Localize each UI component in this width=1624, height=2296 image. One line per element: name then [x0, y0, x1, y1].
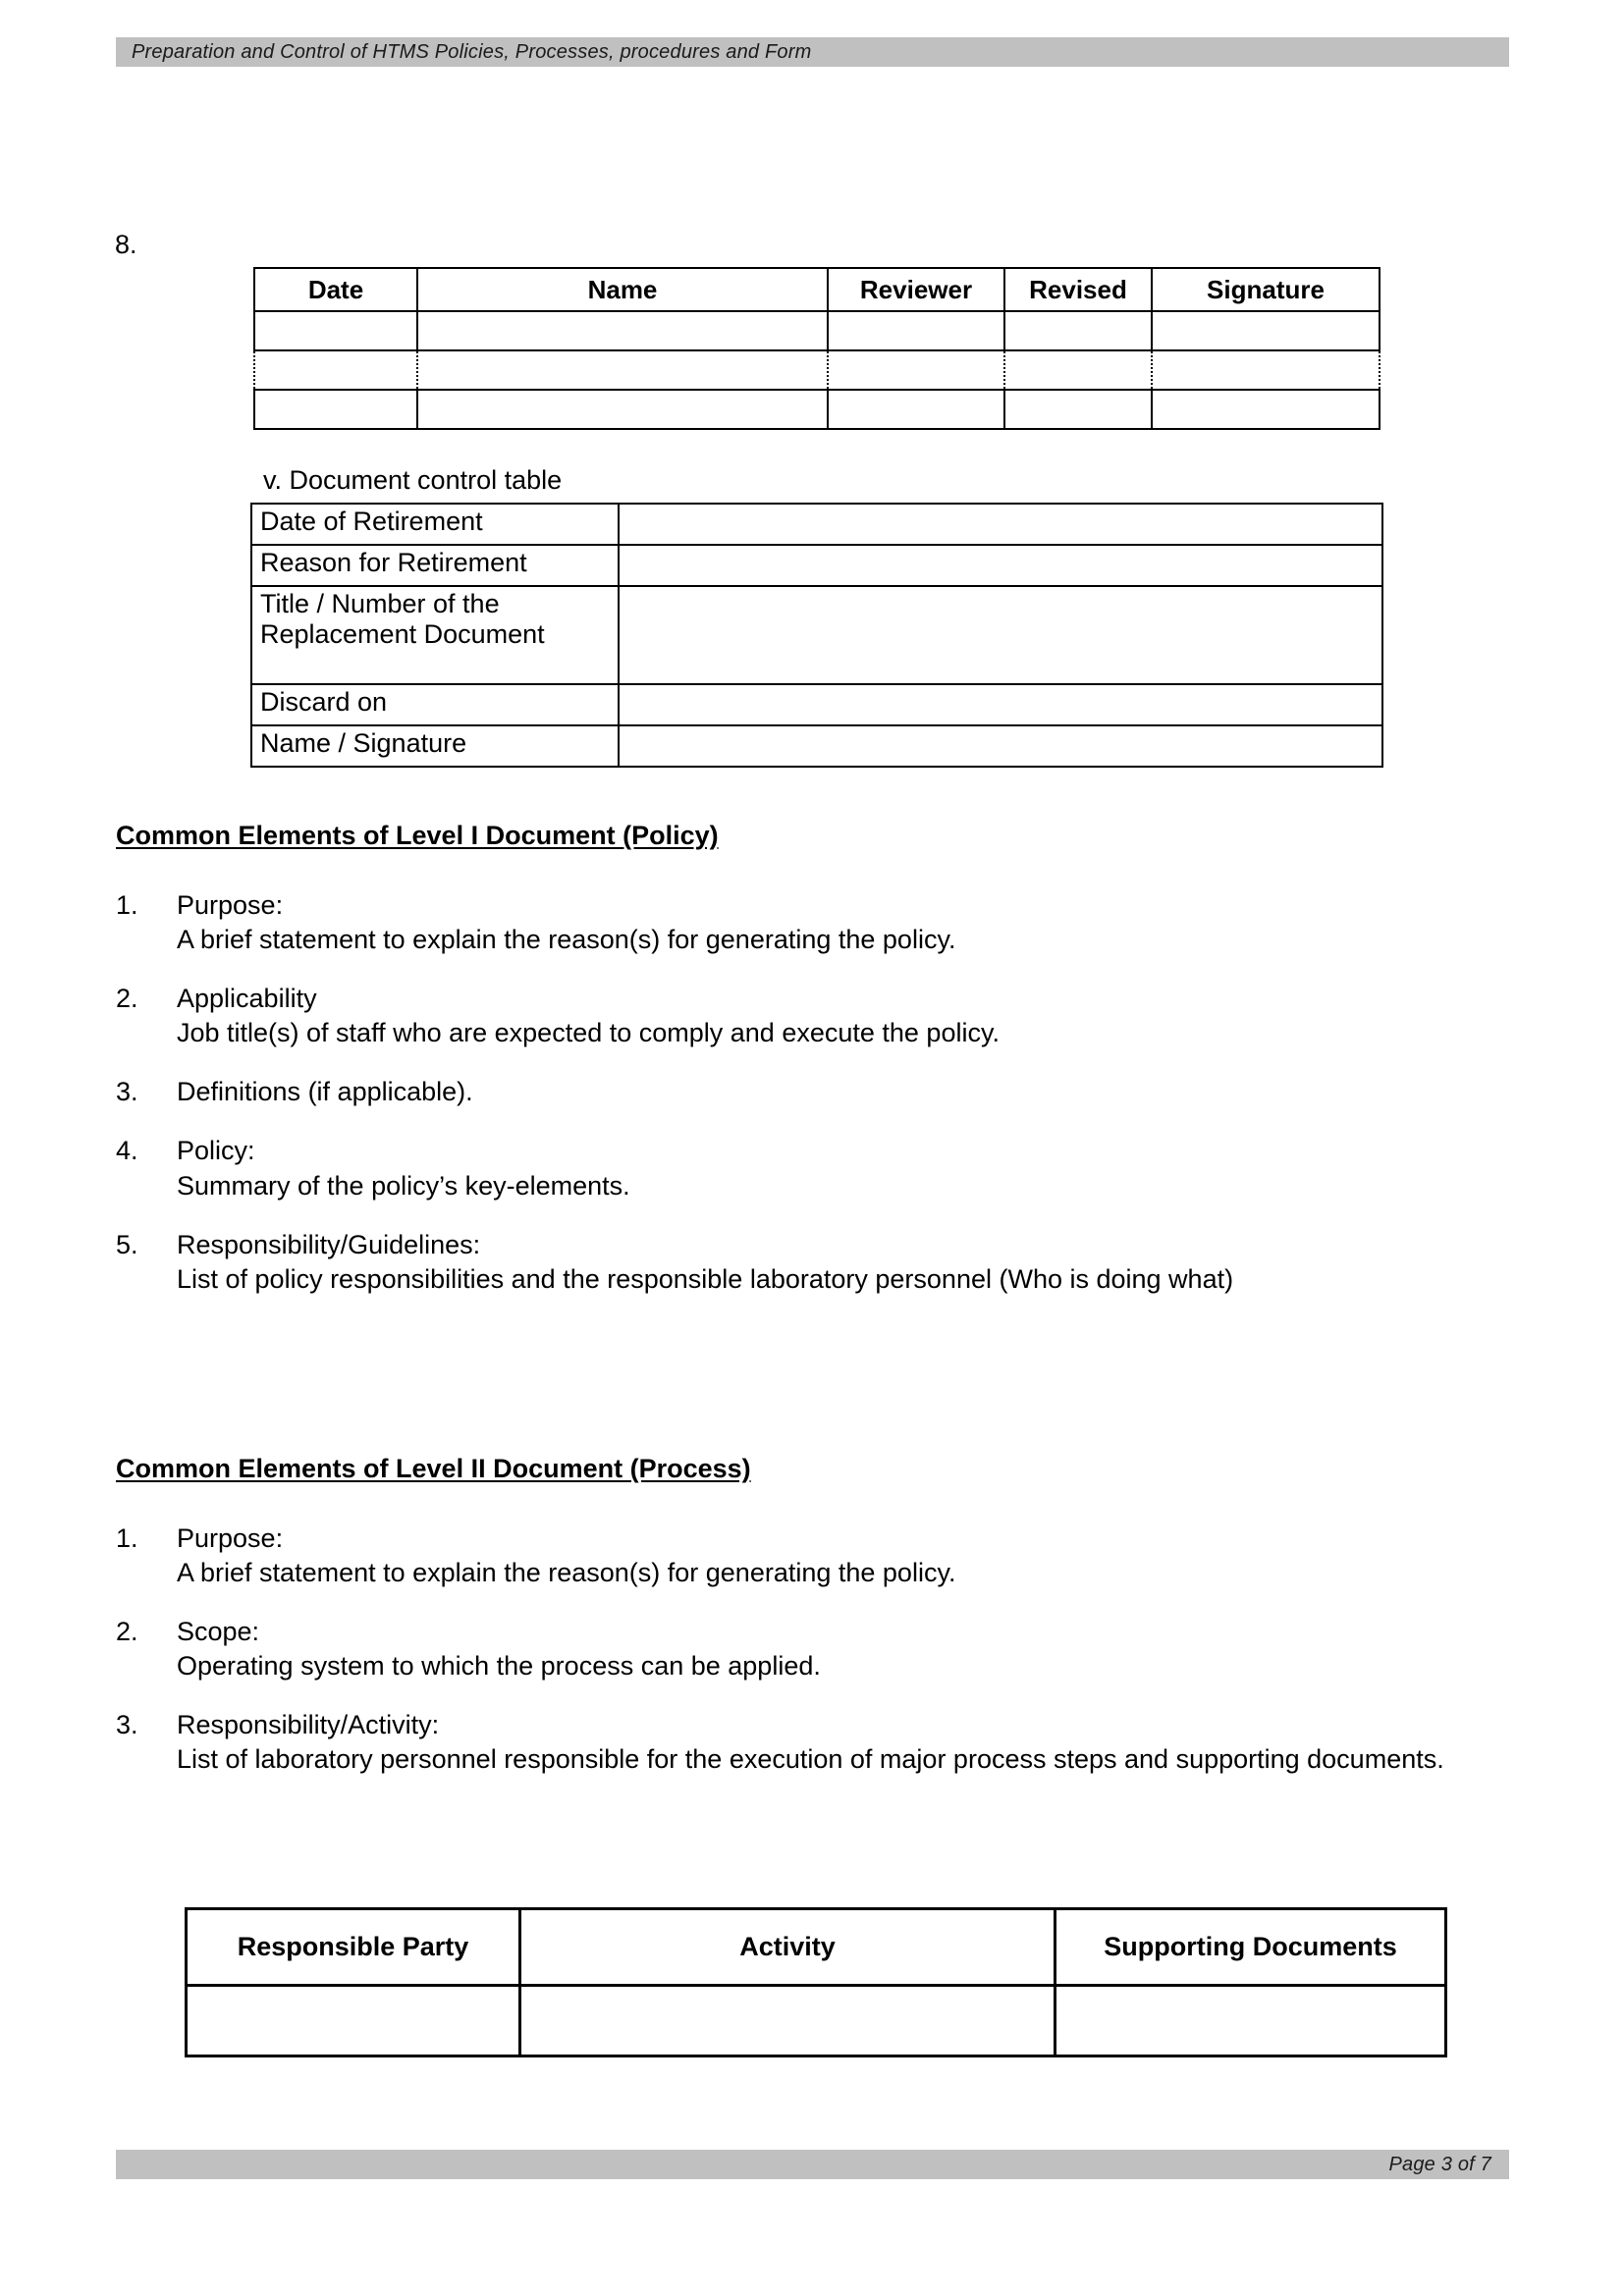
- list-item: [116, 1134, 1510, 1202]
- list-item-title: Definitions (if applicable).: [177, 1077, 473, 1107]
- table-header-row: [187, 1909, 1446, 1986]
- list-item-description: List of policy responsibilities and the responsible laboratory personnel (Who is doing what): [177, 1263, 1234, 1294]
- list-item: [116, 1708, 1510, 1777]
- table-row: [254, 350, 1380, 390]
- cell-date[interactable]: [254, 350, 417, 390]
- cell-reviewer[interactable]: [828, 350, 1004, 390]
- list-item-title: Responsibility/Guidelines:: [177, 1229, 481, 1259]
- list-item: [116, 1228, 1510, 1297]
- cell-responsible-party[interactable]: [187, 1986, 520, 2056]
- level-2-list: [116, 1522, 1510, 1802]
- list-item-description: Job title(s) of staff who are expected to comply and execute the policy.: [177, 1018, 1000, 1048]
- cell-date[interactable]: [254, 390, 417, 429]
- page-header-band: [116, 37, 1509, 67]
- row-label-replacement-document: Title / Number of the Replacement Document: [251, 586, 619, 684]
- column-header-name: Name: [417, 268, 828, 311]
- row-value-discard-on[interactable]: [619, 684, 1382, 725]
- section-heading-level-1: Common Elements of Level I Document (Policy): [116, 821, 719, 850]
- list-item-title: Purpose:: [177, 890, 284, 920]
- list-item-title: Purpose:: [177, 1523, 284, 1553]
- row-value-name-signature[interactable]: [619, 725, 1382, 767]
- list-item: [116, 1075, 1510, 1109]
- page-number-label: Page 3 of 7: [1388, 2153, 1491, 2175]
- cell-reviewer[interactable]: [828, 311, 1004, 350]
- row-label-discard-on: Discard on: [251, 684, 619, 725]
- list-item-description: Summary of the policy’s key-elements.: [177, 1170, 630, 1201]
- list-item: [116, 1522, 1510, 1590]
- row-label-reason-for-retirement: Reason for Retirement: [251, 545, 619, 586]
- page-footer-band: [116, 2150, 1509, 2179]
- cell-supporting-documents[interactable]: [1056, 1986, 1446, 2056]
- table-row: [187, 1986, 1446, 2056]
- list-item-marker: 3.: [116, 1710, 138, 1740]
- document-control-table: [250, 503, 1383, 768]
- cell-signature[interactable]: [1152, 311, 1380, 350]
- cell-signature[interactable]: [1152, 350, 1380, 390]
- list-item: [116, 1615, 1510, 1683]
- section-heading-level-2: Common Elements of Level II Document (Process): [116, 1454, 751, 1483]
- cell-name[interactable]: [417, 350, 828, 390]
- table-row: [254, 390, 1380, 429]
- cell-signature[interactable]: [1152, 390, 1380, 429]
- cell-revised[interactable]: [1004, 350, 1152, 390]
- table-header-row: [254, 268, 1380, 311]
- column-header-signature: Signature: [1152, 268, 1380, 311]
- list-item-description: A brief statement to explain the reason(s) for generating the policy.: [177, 925, 956, 955]
- column-header-revised: Revised: [1004, 268, 1152, 311]
- list-item-marker: 3.: [116, 1077, 138, 1107]
- list-item-marker: 2.: [116, 984, 138, 1014]
- revision-table: [253, 267, 1380, 430]
- row-label-name-signature: Name / Signature: [251, 725, 619, 767]
- list-item-marker: 1.: [116, 890, 138, 920]
- list-item-description: List of laboratory personnel responsible for the execution of major process steps and supporting documents.: [177, 1744, 1444, 1775]
- table-row: [251, 504, 1382, 545]
- table-row: [254, 311, 1380, 350]
- list-item-title: Scope:: [177, 1617, 260, 1647]
- table-row: [251, 684, 1382, 725]
- table-row: [251, 586, 1382, 684]
- cell-name[interactable]: [417, 390, 828, 429]
- column-header-responsible-party: Responsible Party: [187, 1909, 520, 1986]
- row-value-date-of-retirement[interactable]: [619, 504, 1382, 545]
- list-item-title: Policy:: [177, 1136, 255, 1166]
- activity-table: [185, 1907, 1447, 2057]
- list-item-description: A brief statement to explain the reason(s) for generating the policy.: [177, 1558, 956, 1588]
- cell-date[interactable]: [254, 311, 417, 350]
- row-label-date-of-retirement: Date of Retirement: [251, 504, 619, 545]
- list-number-8: 8.: [115, 230, 137, 259]
- list-item-marker: 2.: [116, 1617, 138, 1647]
- document-control-caption: v. Document control table: [263, 465, 563, 495]
- level-1-list: [116, 888, 1510, 1321]
- table-row: [251, 725, 1382, 767]
- column-header-activity: Activity: [520, 1909, 1056, 1986]
- header-title: Preparation and Control of HTMS Policies, Processes, procedures and Form: [132, 40, 812, 63]
- list-item-description: Operating system to which the process can be applied.: [177, 1651, 821, 1682]
- cell-name[interactable]: [417, 311, 828, 350]
- column-header-supporting-documents: Supporting Documents: [1056, 1909, 1446, 1986]
- table-row: [251, 545, 1382, 586]
- list-item-marker: 4.: [116, 1136, 138, 1166]
- list-item-title: Applicability: [177, 984, 317, 1014]
- cell-reviewer[interactable]: [828, 390, 1004, 429]
- list-item-marker: 1.: [116, 1523, 138, 1553]
- cell-revised[interactable]: [1004, 390, 1152, 429]
- list-item-marker: 5.: [116, 1229, 138, 1259]
- column-header-date: Date: [254, 268, 417, 311]
- row-value-reason-for-retirement[interactable]: [619, 545, 1382, 586]
- list-item: [116, 982, 1510, 1050]
- column-header-reviewer: Reviewer: [828, 268, 1004, 311]
- list-item-title: Responsibility/Activity:: [177, 1710, 440, 1740]
- row-value-replacement-document[interactable]: [619, 586, 1382, 684]
- cell-revised[interactable]: [1004, 311, 1152, 350]
- list-item: [116, 888, 1510, 957]
- cell-activity[interactable]: [520, 1986, 1056, 2056]
